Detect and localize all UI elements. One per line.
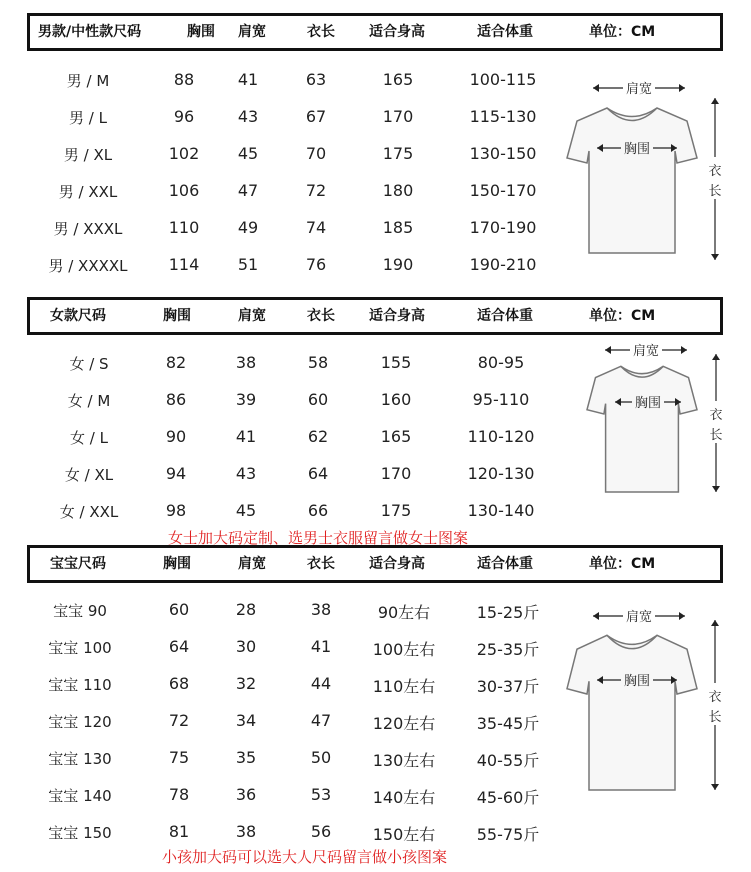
cell-length: 38 bbox=[310, 600, 332, 619]
cell-length: 67 bbox=[305, 107, 327, 126]
cell-size: 女 / S bbox=[69, 355, 109, 373]
cell-length: 64 bbox=[307, 464, 329, 483]
cell-size: 女 / XXL bbox=[59, 503, 119, 521]
cell-size: 男 / XL bbox=[63, 146, 113, 164]
chest-label: 胸围 bbox=[623, 142, 651, 157]
col-weight: 适合体重 bbox=[477, 556, 533, 572]
cell-chest: 81 bbox=[168, 822, 190, 841]
cell-weight: 80-95 bbox=[477, 353, 525, 372]
col-height: 适合身高 bbox=[369, 24, 425, 40]
cell-size: 男 / M bbox=[66, 72, 110, 90]
length-label-1: 衣 bbox=[709, 408, 723, 423]
cell-length: 56 bbox=[310, 822, 332, 841]
cell-size: 女 / M bbox=[67, 392, 111, 410]
women-title: 女款尺码 bbox=[50, 308, 106, 324]
cell-shoulder: 45 bbox=[235, 501, 257, 520]
col-chest: 胸围 bbox=[163, 308, 191, 324]
cell-shoulder: 32 bbox=[235, 674, 257, 693]
cell-shoulder: 28 bbox=[235, 600, 257, 619]
cell-weight: 40-55斤 bbox=[476, 751, 540, 770]
cell-length: 70 bbox=[305, 144, 327, 163]
cell-shoulder: 34 bbox=[235, 711, 257, 730]
cell-chest: 75 bbox=[168, 748, 190, 767]
cell-size: 女 / XL bbox=[64, 466, 114, 484]
col-length: 衣长 bbox=[307, 308, 335, 324]
cell-weight: 190-210 bbox=[469, 255, 537, 274]
cell-length: 76 bbox=[305, 255, 327, 274]
cell-weight: 45-60斤 bbox=[476, 788, 540, 807]
cell-length: 44 bbox=[310, 674, 332, 693]
col-weight: 适合体重 bbox=[477, 308, 533, 324]
shoulder-label: 肩宽 bbox=[625, 82, 653, 97]
cell-weight: 95-110 bbox=[472, 390, 530, 409]
cell-size: 男 / XXL bbox=[58, 183, 118, 201]
cell-height: 130左右 bbox=[372, 751, 436, 770]
cell-weight: 55-75斤 bbox=[476, 825, 540, 844]
cell-weight: 130-150 bbox=[469, 144, 537, 163]
cell-size: 宝宝 90 bbox=[53, 602, 107, 620]
col-shoulder: 肩宽 bbox=[238, 308, 266, 324]
cell-size: 宝宝 120 bbox=[48, 713, 112, 731]
length-label-1: 衣 bbox=[708, 164, 722, 179]
cell-size: 男 / L bbox=[69, 109, 107, 127]
cell-shoulder: 47 bbox=[237, 181, 259, 200]
cell-weight: 120-130 bbox=[467, 464, 535, 483]
cell-chest: 94 bbox=[165, 464, 187, 483]
cell-length: 41 bbox=[310, 637, 332, 656]
cell-shoulder: 36 bbox=[235, 785, 257, 804]
cell-size: 男 / XXXL bbox=[53, 220, 123, 238]
kids-title: 宝宝尺码 bbox=[50, 556, 106, 572]
cell-chest: 82 bbox=[165, 353, 187, 372]
col-chest: 胸围 bbox=[187, 24, 215, 40]
cell-length: 74 bbox=[305, 218, 327, 237]
cell-chest: 96 bbox=[173, 107, 195, 126]
cell-shoulder: 30 bbox=[235, 637, 257, 656]
cell-chest: 88 bbox=[173, 70, 195, 89]
cell-size: 宝宝 110 bbox=[48, 676, 112, 694]
cell-size: 宝宝 140 bbox=[48, 787, 112, 805]
cell-weight: 35-45斤 bbox=[476, 714, 540, 733]
cell-chest: 64 bbox=[168, 637, 190, 656]
cell-height: 155 bbox=[380, 353, 412, 372]
cell-weight: 110-120 bbox=[467, 427, 535, 446]
cell-length: 47 bbox=[310, 711, 332, 730]
cell-height: 170 bbox=[380, 464, 412, 483]
col-length: 衣长 bbox=[307, 556, 335, 572]
cell-size: 宝宝 150 bbox=[48, 824, 112, 842]
cell-chest: 98 bbox=[165, 501, 187, 520]
shoulder-label: 肩宽 bbox=[632, 344, 660, 359]
col-length: 衣长 bbox=[307, 24, 335, 40]
cell-size: 女 / L bbox=[70, 429, 108, 447]
cell-height: 170 bbox=[382, 107, 414, 126]
cell-height: 120左右 bbox=[372, 714, 436, 733]
cell-length: 63 bbox=[305, 70, 327, 89]
cell-height: 190 bbox=[382, 255, 414, 274]
cell-length: 62 bbox=[307, 427, 329, 446]
cell-shoulder: 43 bbox=[237, 107, 259, 126]
cell-height: 110左右 bbox=[372, 677, 436, 696]
col-unit: 单位：CM bbox=[589, 24, 656, 40]
cell-height: 165 bbox=[382, 70, 414, 89]
shoulder-label: 肩宽 bbox=[625, 610, 653, 625]
col-unit: 单位：CM bbox=[589, 556, 656, 572]
cell-height: 175 bbox=[382, 144, 414, 163]
cell-shoulder: 49 bbox=[237, 218, 259, 237]
cell-shoulder: 35 bbox=[235, 748, 257, 767]
cell-weight: 25-35斤 bbox=[476, 640, 540, 659]
cell-height: 90左右 bbox=[377, 603, 431, 622]
women-note: 女士加大码定制、选男士衣服留言做女士图案 bbox=[168, 529, 469, 547]
cell-size: 男 / XXXXL bbox=[48, 257, 128, 275]
cell-chest: 86 bbox=[165, 390, 187, 409]
cell-length: 72 bbox=[305, 181, 327, 200]
cell-shoulder: 51 bbox=[237, 255, 259, 274]
cell-shoulder: 41 bbox=[237, 70, 259, 89]
cell-height: 160 bbox=[380, 390, 412, 409]
chest-label: 胸围 bbox=[634, 396, 662, 411]
col-weight: 适合体重 bbox=[477, 24, 533, 40]
cell-chest: 90 bbox=[165, 427, 187, 446]
cell-height: 150左右 bbox=[372, 825, 436, 844]
cell-chest: 102 bbox=[168, 144, 200, 163]
cell-shoulder: 45 bbox=[237, 144, 259, 163]
cell-shoulder: 39 bbox=[235, 390, 257, 409]
cell-chest: 72 bbox=[168, 711, 190, 730]
cell-chest: 106 bbox=[168, 181, 200, 200]
cell-weight: 100-115 bbox=[469, 70, 537, 89]
col-unit: 单位：CM bbox=[589, 308, 656, 324]
col-height: 适合身高 bbox=[369, 556, 425, 572]
cell-height: 175 bbox=[380, 501, 412, 520]
cell-height: 100左右 bbox=[372, 640, 436, 659]
cell-length: 58 bbox=[307, 353, 329, 372]
col-shoulder: 肩宽 bbox=[238, 556, 266, 572]
cell-height: 180 bbox=[382, 181, 414, 200]
cell-chest: 78 bbox=[168, 785, 190, 804]
cell-length: 66 bbox=[307, 501, 329, 520]
length-label-2: 长 bbox=[709, 428, 723, 443]
col-shoulder: 肩宽 bbox=[238, 24, 266, 40]
cell-length: 60 bbox=[307, 390, 329, 409]
kids-header-bar bbox=[27, 545, 723, 583]
cell-size: 宝宝 100 bbox=[48, 639, 112, 657]
cell-weight: 30-37斤 bbox=[476, 677, 540, 696]
cell-weight: 170-190 bbox=[469, 218, 537, 237]
cell-shoulder: 38 bbox=[235, 822, 257, 841]
cell-weight: 115-130 bbox=[469, 107, 537, 126]
cell-shoulder: 41 bbox=[235, 427, 257, 446]
length-label-2: 长 bbox=[708, 184, 722, 199]
cell-length: 53 bbox=[310, 785, 332, 804]
cell-size: 宝宝 130 bbox=[48, 750, 112, 768]
chest-label: 胸围 bbox=[623, 674, 651, 689]
cell-shoulder: 43 bbox=[235, 464, 257, 483]
length-label-1: 衣 bbox=[708, 690, 722, 705]
cell-weight: 130-140 bbox=[467, 501, 535, 520]
cell-weight: 15-25斤 bbox=[476, 603, 540, 622]
cell-chest: 114 bbox=[168, 255, 200, 274]
cell-weight: 150-170 bbox=[469, 181, 537, 200]
men-title: 男款/中性款尺码 bbox=[38, 24, 142, 40]
cell-chest: 60 bbox=[168, 600, 190, 619]
col-height: 适合身高 bbox=[369, 308, 425, 324]
cell-chest: 110 bbox=[168, 218, 200, 237]
cell-chest: 68 bbox=[168, 674, 190, 693]
cell-height: 140左右 bbox=[372, 788, 436, 807]
cell-height: 165 bbox=[380, 427, 412, 446]
length-label-2: 长 bbox=[708, 710, 722, 725]
kids-note: 小孩加大码可以选大人尺码留言做小孩图案 bbox=[162, 848, 448, 866]
cell-shoulder: 38 bbox=[235, 353, 257, 372]
cell-height: 185 bbox=[382, 218, 414, 237]
tshirt-diagram-kids bbox=[557, 600, 727, 800]
col-chest: 胸围 bbox=[163, 556, 191, 572]
cell-length: 50 bbox=[310, 748, 332, 767]
